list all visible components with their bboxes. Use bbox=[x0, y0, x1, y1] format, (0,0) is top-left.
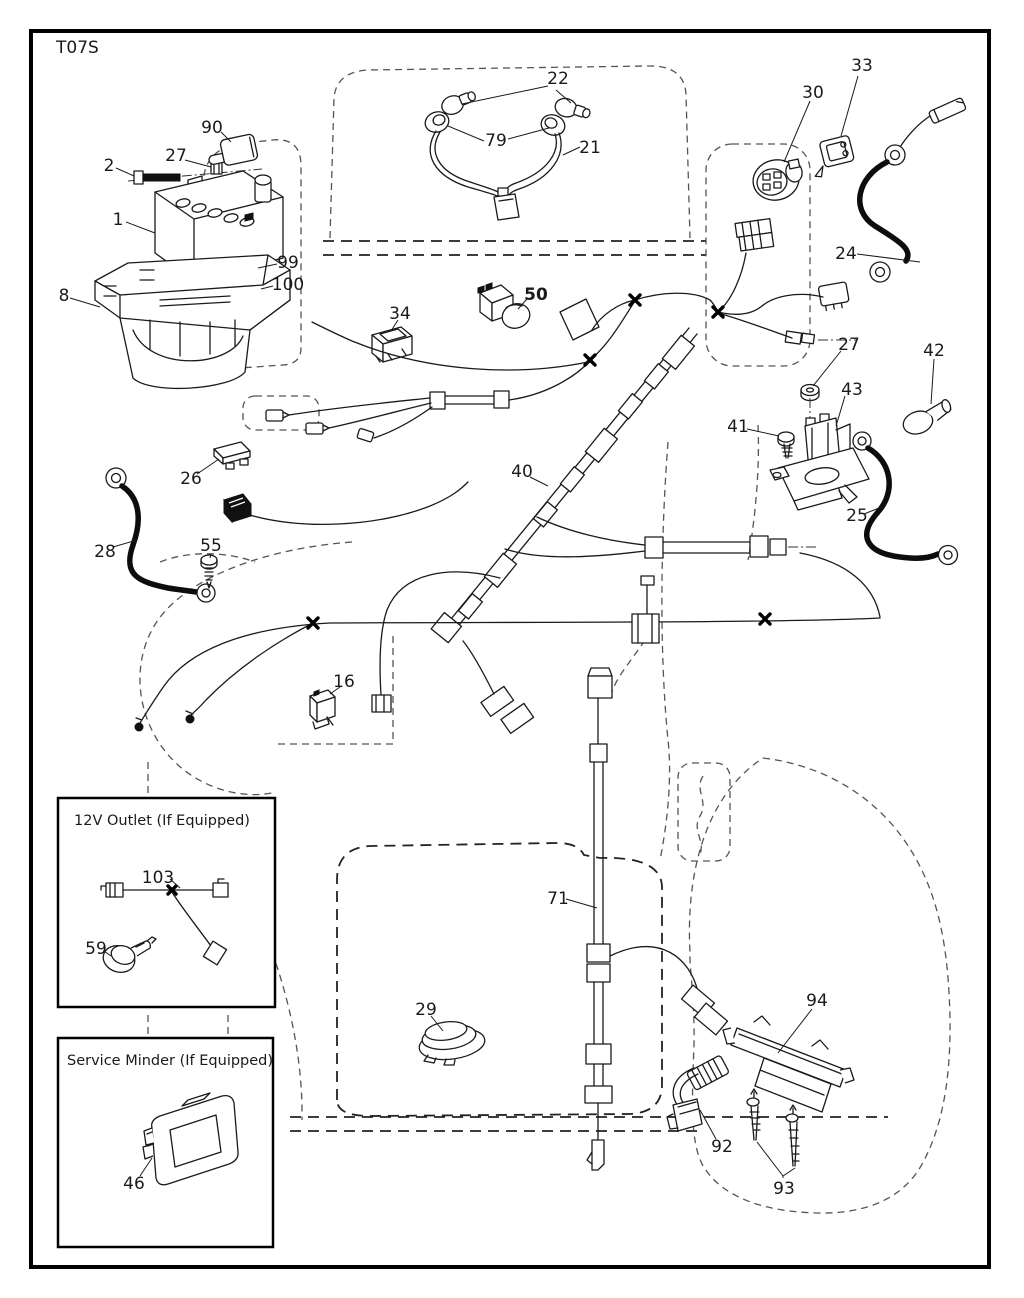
callout-92: 92 bbox=[711, 1137, 733, 1157]
callout-99: 99 bbox=[277, 253, 299, 273]
harness-connector-stack bbox=[735, 219, 774, 252]
callout-94: 94 bbox=[806, 991, 828, 1011]
callout-8: 8 bbox=[58, 286, 70, 306]
callout-90: 90 bbox=[201, 118, 223, 138]
inset-outlet-title: 12V Outlet (If Equipped) bbox=[74, 813, 250, 829]
inset-service-title: Service Minder (If Equipped) bbox=[67, 1053, 274, 1069]
callout-22: 22 bbox=[547, 69, 569, 89]
callout-43: 43 bbox=[841, 380, 863, 400]
callout-27-battery: 27 bbox=[165, 146, 187, 166]
callout-16: 16 bbox=[333, 672, 355, 692]
callout-27-solenoid: 27 bbox=[838, 335, 860, 355]
callout-59: 59 bbox=[85, 939, 107, 959]
callout-24: 24 bbox=[835, 244, 857, 264]
callout-79: 79 bbox=[485, 131, 507, 151]
callout-1: 1 bbox=[112, 210, 124, 230]
inset-service-minder bbox=[58, 1038, 273, 1247]
inset-12v-outlet bbox=[58, 798, 275, 1007]
callout-50: 50 bbox=[524, 285, 548, 305]
callout-42: 42 bbox=[923, 341, 945, 361]
callout-21: 21 bbox=[579, 138, 601, 158]
callout-25: 25 bbox=[846, 506, 868, 526]
callout-41: 41 bbox=[727, 417, 749, 437]
callout-29: 29 bbox=[415, 1000, 437, 1020]
black-plug-left bbox=[224, 494, 251, 522]
callout-103: 103 bbox=[141, 868, 175, 888]
battery-terminal bbox=[255, 175, 271, 202]
callout-71: 71 bbox=[547, 889, 569, 909]
callout-2: 2 bbox=[103, 156, 115, 176]
callout-100: 100 bbox=[271, 275, 305, 295]
callout-55: 55 bbox=[200, 536, 222, 556]
callout-33: 33 bbox=[851, 56, 873, 76]
callout-26: 26 bbox=[180, 469, 202, 489]
left-branch-connector bbox=[372, 695, 391, 712]
callout-28: 28 bbox=[94, 542, 116, 562]
callout-46: 46 bbox=[123, 1174, 145, 1194]
callout-40: 40 bbox=[511, 462, 533, 482]
callout-34: 34 bbox=[389, 304, 411, 324]
diagram-title: T07S bbox=[56, 38, 99, 58]
callout-93: 93 bbox=[773, 1179, 795, 1199]
callout-30: 30 bbox=[802, 83, 824, 103]
